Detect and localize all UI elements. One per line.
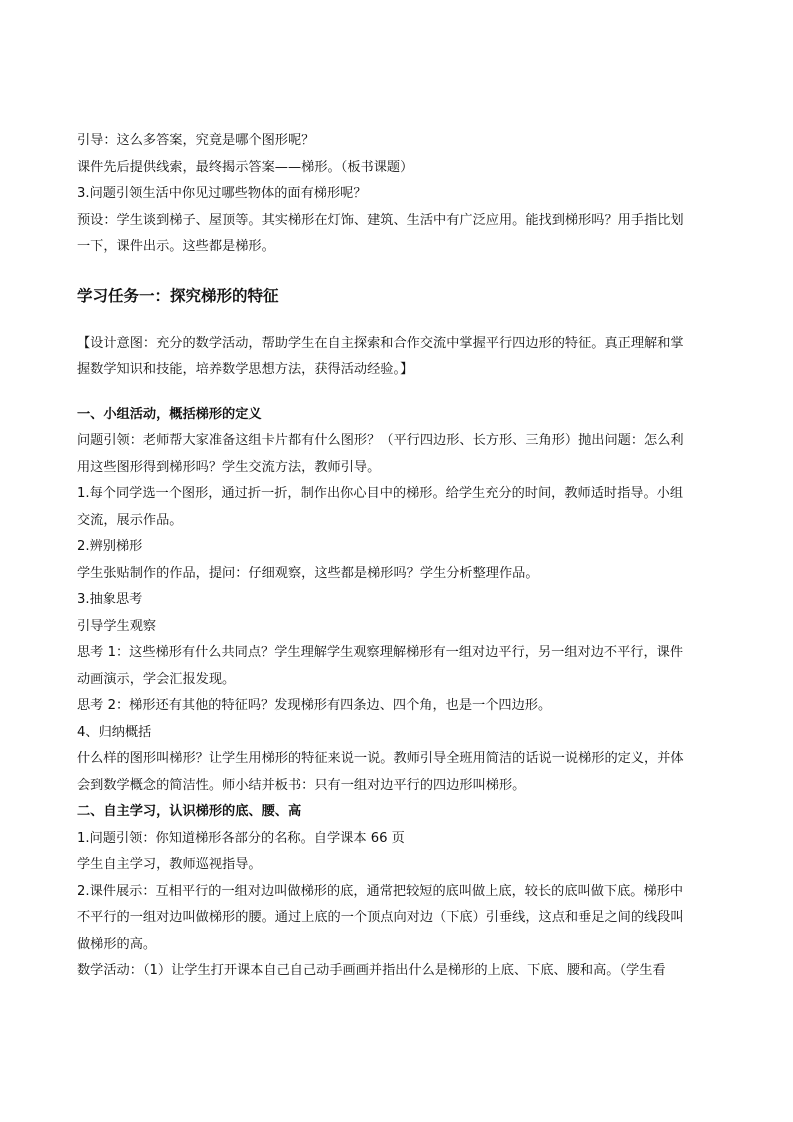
body-line: 2.课件展示：互相平行的一组对边叫做梯形的底，通常把较短的底叫做上底，较长的底叫做下底。梯形中 xyxy=(77,883,684,899)
intro-line: 预设：学生谈到梯子、屋顶等。其实梯形在灯饰、建筑、生活中有广泛应用。能找到梯形吗？用手指比划 xyxy=(77,212,684,228)
body-line: 做梯形的高。 xyxy=(77,936,157,952)
body-line: 会到数学概念的简洁性。师小结并板书：只有一组对边平行的四边形叫梯形。 xyxy=(77,777,526,793)
body-line: 数学活动：（1）让学生打开课本自己自己动手画画并指出什么是梯形的上底、下底、腰和高。（学生看 xyxy=(77,963,666,978)
intro-block xyxy=(77,128,719,261)
body-line: 思考 2：梯形还有其他的特征吗？发现梯形有四条边、四个角，也是一个四边形。 xyxy=(77,698,552,713)
document-page xyxy=(77,128,719,985)
body-line: 动画演示，学会汇报发现。 xyxy=(77,671,236,687)
body-line: 什么样的图形叫梯形？让学生用梯形的特征来说一说。教师引导全班用简洁的话说一说梯形的定义，并体 xyxy=(77,751,684,766)
body-line: 不平行的一组对边叫做梯形的腰。通过上底的一个顶点向对边（下底）引垂线，这点和垂足之间的线段叫 xyxy=(77,910,684,925)
design-intent-block xyxy=(77,331,719,384)
body-line: 用这些图形得到梯形吗？学生交流方法，教师引导。 xyxy=(77,459,381,475)
body-line: 学生张贴制作的作品，提问：仔细观察，这些都是梯形吗？学生分析整理作品。 xyxy=(77,565,539,581)
section-heading: 二、自主学习，认识梯形的底、腰、高 xyxy=(77,804,302,819)
section-heading: 一、小组活动，概括梯形的定义 xyxy=(77,406,262,422)
body-line: 思考 1：这些梯形有什么共同点？学生理解学生观察理解梯形有一组对边平行，另一组对边不平行，课件 xyxy=(77,645,684,660)
section-1 xyxy=(77,402,719,800)
intro-line: 引导：这么多答案，究竟是哪个图形呢？ xyxy=(77,133,315,148)
section-2 xyxy=(77,799,719,985)
body-line: 问题引领：老师帮大家准备这组卡片都有什么图形？（平行四边形、长方形、三角形）抛出问题：怎么利 xyxy=(77,433,684,448)
body-line: 2.辨别梯形 xyxy=(77,539,143,554)
body-line: 4、归纳概括 xyxy=(77,724,152,740)
body-line: 1.问题引领：你知道梯形各部分的名称。自学课本 66 页 xyxy=(77,830,405,846)
task-title: 学习任务一：探究梯形的特征 xyxy=(77,286,279,305)
body-line: 交流，展示作品。 xyxy=(77,512,183,528)
design-intent-line: 【设计意图：充分的数学活动，帮助学生在自主探索和合作交流中掌握平行四边形的特征。真正理解和掌 xyxy=(77,335,684,351)
body-line: 1.每个同学选一个图形，通过折一折，制作出你心目中的梯形。给学生充分的时间，教师适时指导。小组 xyxy=(77,486,684,501)
body-line: 3.抽象思考 xyxy=(77,592,143,607)
body-line: 学生自主学习，教师巡视指导。 xyxy=(77,857,262,872)
design-intent-line: 握数学知识和技能，培养数学思想方法，获得活动经验。】 xyxy=(77,362,414,377)
intro-line: 3.问题引领生活中你见过哪些物体的面有梯形呢？ xyxy=(77,186,367,201)
intro-line: 课件先后提供线索，最终揭示答案——梯形。（板书课题） xyxy=(77,159,414,175)
body-line: 引导学生观察 xyxy=(77,618,157,634)
intro-line: 一下，课件出示。这些都是梯形。 xyxy=(77,239,275,254)
